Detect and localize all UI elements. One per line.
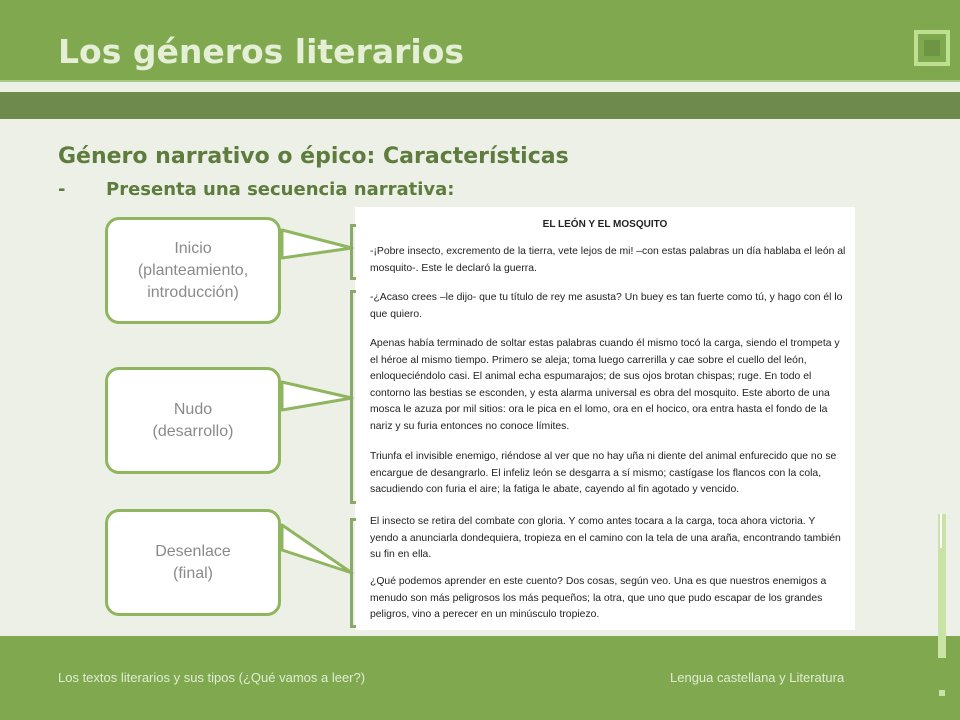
title-bar-divider (0, 80, 960, 82)
bracket-inicio (350, 224, 356, 280)
side-accent-line (940, 514, 942, 548)
story-paragraph: El insecto se retira del combate con gloria. Y como antes tocara a la carga, toca ahora victoria. Y yendo a anunciarla dondequiera, tropieza en el camino con la tela de una araña, encontrando también su fin en ella. (370, 516, 841, 560)
section-subheading (58, 179, 454, 200)
subheading-bullet: - (58, 179, 66, 200)
footer-right-text: Lengua castellana y Literatura (670, 670, 845, 685)
callout-inicio (105, 217, 281, 324)
story-paragraph: Triunfa el invisible enemigo, riéndose al ver que no hay uña ni diente del animal enfurecido que no se encargue de desangrarlo. El infeliz león se desgarra a sí mismo; castígase los flancos con la cola, sacudiendo con furia el aire; la fatiga le abate, cayendo al fin agotado y vencido. (370, 451, 837, 495)
story-paragraph: -¡Pobre insecto, excremento de la tierra, vete lejos de mi! –con estas palabras un día hablaba el león al mosquito-. Este le declaró la guerra. (370, 246, 846, 274)
story-title: EL LEÓN Y EL MOSQUITO (542, 219, 668, 230)
square-logo-icon (914, 30, 950, 66)
decorative-band (0, 92, 960, 119)
callout-nudo (105, 367, 281, 474)
story-paragraph: -¿Acaso crees –le dijo- que tu título de rey me asusta? Un buey es tan fuerte como tú, y hago con él lo que quiero. (370, 292, 843, 320)
callout-desenlace-label: Desenlace (final) (155, 542, 231, 582)
story-paragraph: ¿Qué podemos aprender en este cuento? Dos cosas, según veo. Una es que nuestros enemigos a menudo son más peligrosos los más pequeños; la otra, que uno que pudo escapar de los grandes peligros, vino a perecer en un minúsculo tropiezo. (370, 576, 827, 620)
callout-desenlace (105, 509, 281, 616)
side-accent-dot (939, 690, 945, 696)
story-document (355, 207, 855, 630)
slide-title: Los géneros literarios (58, 32, 465, 71)
footer-left-text: Los textos literarios y sus tipos (¿Qué vamos a leer?) (58, 670, 366, 685)
callout-nudo-label: Nudo (desarrollo) (152, 400, 234, 440)
subheading-text: Presenta una secuencia narrativa: (106, 179, 455, 200)
section-heading: Género narrativo o épico: Características (58, 144, 569, 169)
bracket-nudo (350, 290, 356, 504)
callout-inicio-label: Inicio (planteamiento, introducción) (137, 239, 249, 301)
story-paragraph: Apenas había terminado de soltar estas palabras cuando él mismo tocó la carga, siendo el trompeta y el héroe al mismo tiempo. Primero se aleja; toma luego carrerilla y cae sobre el cuello del león, enloqueciéndolo casi. El animal echa espumarajos; de sus ojos brotan chispas; ruge. En todo el contorno las bestias se esconden, y esta alarma universal es obra del mosquito. Este aborto de una mosca le azuza por mil sitios: ora le pica en el lomo, ora en el hocico, ora entra hasta el fondo de la nariz y su furia entonces no conoce límites. (370, 338, 840, 432)
bracket-desenlace (350, 518, 356, 628)
